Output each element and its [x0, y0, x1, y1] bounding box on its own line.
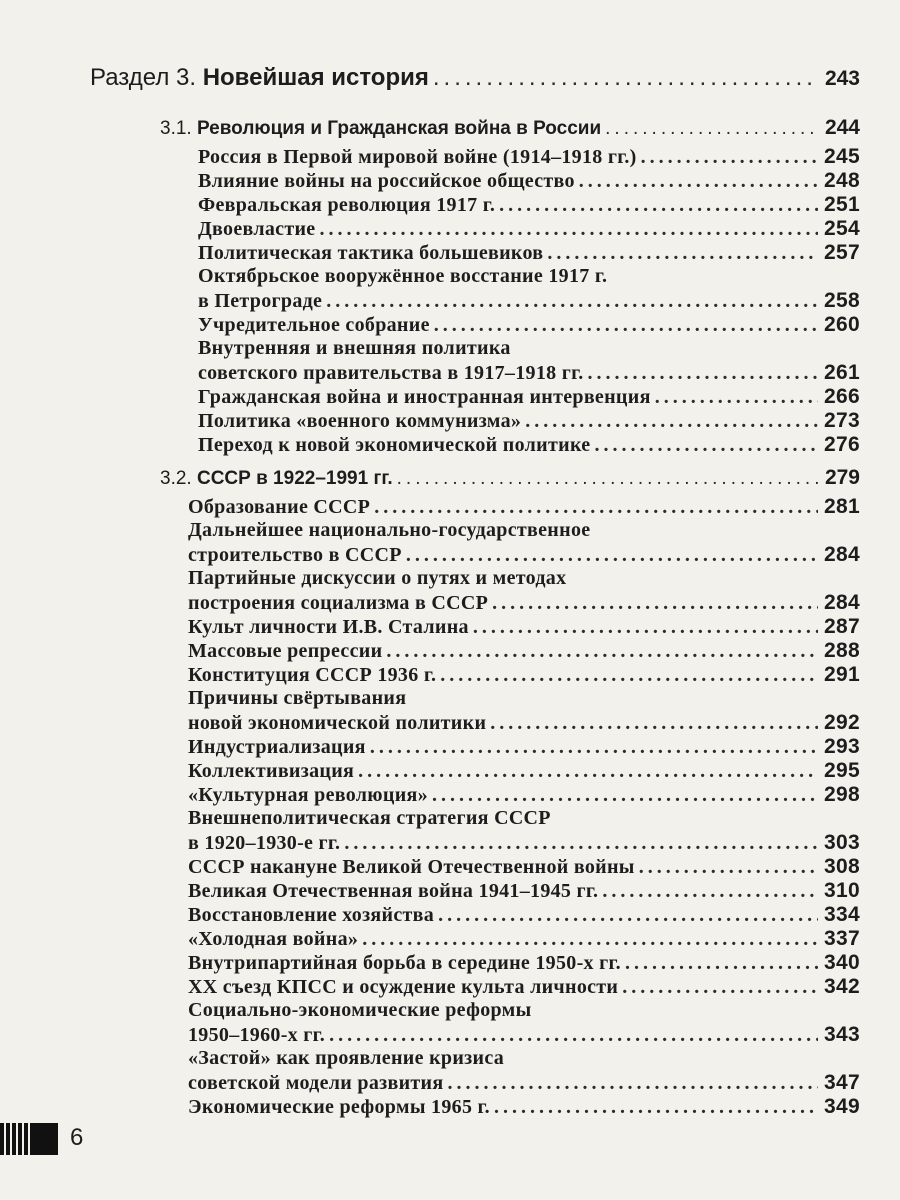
toc-entry-page: 310 — [824, 879, 860, 902]
toc-entry-title: XX съезд КПСС и осуждение культа личности — [188, 976, 619, 998]
toc-entry[interactable] — [198, 145, 860, 169]
leader-dots — [494, 1096, 818, 1119]
toc-entry[interactable] — [188, 663, 860, 687]
leader-dots — [370, 736, 818, 759]
leader-dots — [344, 832, 818, 855]
part-title: Новейшая история — [202, 64, 429, 91]
leader-dots — [492, 592, 818, 615]
leader-dots — [625, 952, 818, 975]
toc-entry[interactable] — [198, 193, 860, 217]
toc-entry-page: 342 — [824, 975, 860, 998]
leader-dots — [499, 194, 818, 217]
chapter-number: 3.1. — [160, 118, 192, 139]
toc-entry[interactable] — [198, 409, 860, 433]
toc-entry-title: Образование СССР — [188, 496, 371, 518]
toc-entry-title: строительство в СССР — [188, 544, 402, 566]
leader-dots — [641, 146, 818, 169]
leader-dots — [326, 290, 818, 313]
toc-entry-page: 291 — [824, 663, 860, 686]
toc-entry-title: Политика «военного коммунизма» — [198, 410, 522, 432]
toc-entry-page: 258 — [824, 289, 860, 312]
toc-entry-title: Россия в Первой мировой войне (1914–1918 гг.) — [198, 146, 637, 168]
toc-entry[interactable] — [198, 361, 860, 385]
toc-entry-page: 257 — [824, 241, 860, 264]
toc-entry[interactable] — [188, 495, 860, 519]
toc-entry-page: 288 — [824, 639, 860, 662]
toc-entry[interactable] — [188, 1071, 860, 1095]
toc-entry-title: Политическая тактика большевиков — [198, 242, 544, 264]
toc-entry-page: 334 — [824, 903, 860, 926]
toc-entry-page: 260 — [824, 313, 860, 336]
chapter-title: СССР в 1922–1991 гг. — [196, 468, 393, 489]
leader-dots — [329, 1024, 818, 1047]
toc-entry-title: Гражданская война и иностранная интервенция — [198, 386, 651, 408]
toc-entry-title: Культ личности И.В. Сталина — [188, 616, 469, 638]
toc-entry-page: 347 — [824, 1071, 860, 1094]
leader-dots — [639, 856, 818, 879]
leader-dots — [386, 640, 818, 663]
chapter-title: Революция и Гражданская война в России — [196, 118, 602, 139]
toc-entry-page: 340 — [824, 951, 860, 974]
leader-dots — [438, 904, 818, 927]
toc-entry[interactable] — [198, 433, 860, 457]
toc-entry-page: 298 — [824, 783, 860, 806]
toc-entry-title: Индустриализация — [188, 736, 366, 758]
toc-entry-title: в 1920–1930-е гг. — [188, 832, 341, 854]
toc-entry-title: «Холодная война» — [188, 928, 359, 950]
toc-entry-page: 251 — [824, 193, 860, 216]
toc-entry-page: 303 — [824, 831, 860, 854]
toc-entry[interactable] — [198, 217, 860, 241]
toc-entry-title: новой экономической политики — [188, 712, 487, 734]
toc-entry-line: Дальнейшее национально-государственное — [188, 519, 591, 541]
leader-dots — [434, 314, 818, 337]
toc-entry-title: Переход к новой экономической политике — [198, 434, 591, 456]
toc-entry-line: Внешнеполитическая стратегия СССР — [188, 807, 551, 829]
toc-entry-page: 343 — [824, 1023, 860, 1046]
toc-entry-title: Конституция СССР 1936 г. — [188, 664, 437, 686]
toc-entry-title: Экономические реформы 1965 г. — [188, 1096, 490, 1118]
leader-dots — [406, 544, 818, 567]
toc-entry-title: Учредительное собрание — [198, 314, 430, 336]
leader-dots — [602, 880, 818, 903]
toc-entry-page: 254 — [824, 217, 860, 240]
toc-entry-page: 276 — [824, 433, 860, 456]
toc-entry[interactable] — [188, 543, 860, 567]
toc-entry[interactable] — [198, 313, 860, 337]
toc-entry[interactable] — [188, 783, 860, 807]
toc-entry[interactable] — [198, 289, 860, 313]
toc-entry-title: Великая Отечественная война 1941–1945 гг. — [188, 880, 599, 902]
leader-dots — [397, 468, 819, 490]
toc-entry-line: Партийные дискуссии о путях и методах — [188, 567, 567, 589]
leader-dots — [588, 362, 819, 385]
toc-entry[interactable] — [188, 735, 860, 759]
toc-entry-title: Двоевластие — [198, 218, 316, 240]
leader-dots — [374, 496, 818, 519]
chapter-heading[interactable] — [160, 116, 860, 140]
toc-entry-title: 1950–1960-х гг. — [188, 1024, 326, 1046]
leader-dots — [473, 616, 818, 639]
toc-entry-title: советского правительства в 1917–1918 гг. — [198, 362, 584, 384]
chapter-page: 279 — [824, 466, 860, 489]
leader-dots — [547, 242, 818, 265]
toc-entry[interactable] — [188, 759, 860, 783]
chapter-page: 244 — [824, 116, 860, 139]
toc-entry-title: в Петрограде — [198, 290, 323, 312]
toc-entry-title: СССР накануне Великой Отечественной войны — [188, 856, 635, 878]
toc-entry-title: построения социализма в СССР — [188, 592, 489, 614]
leader-dots — [579, 170, 818, 193]
leader-dots — [490, 712, 818, 735]
toc-entry[interactable] — [188, 903, 860, 927]
toc-entry-line: «Застой» как проявление кризиса — [188, 1047, 505, 1069]
toc-entry-page: 284 — [824, 591, 860, 614]
toc-entry[interactable] — [188, 615, 860, 639]
leader-dots — [447, 1072, 818, 1095]
toc-entry-title: Восстановление хозяйства — [188, 904, 435, 926]
toc-entry-title: «Культурная революция» — [188, 784, 428, 806]
toc-entry-line: Октябрьское вооружённое восстание 1917 г. — [198, 265, 608, 287]
toc-entry[interactable] — [188, 1023, 860, 1047]
toc-entry-page: 248 — [824, 169, 860, 192]
chapter-number: 3.2. — [160, 468, 192, 489]
leader-dots — [433, 64, 819, 92]
part-label: Раздел 3. — [90, 64, 197, 91]
leader-dots — [432, 784, 818, 807]
toc-entry[interactable] — [188, 1095, 860, 1119]
toc-entry-page: 287 — [824, 615, 860, 638]
leader-dots — [525, 410, 818, 433]
toc-entry-title: Влияние войны на российское общество — [198, 170, 575, 192]
part-page: 243 — [824, 67, 860, 90]
toc-entry[interactable] — [188, 591, 860, 615]
chapter-heading[interactable] — [160, 466, 860, 490]
toc-entry-page: 281 — [824, 495, 860, 518]
toc-entry-page: 284 — [824, 543, 860, 566]
toc-entry[interactable] — [188, 975, 860, 999]
toc-entry-line: Внутренняя и внешняя политика — [198, 337, 511, 359]
toc-entry-page: 266 — [824, 385, 860, 408]
leader-dots — [319, 218, 818, 241]
toc-entry-page: 293 — [824, 735, 860, 758]
toc-entry-page: 337 — [824, 927, 860, 950]
toc-entry[interactable] — [188, 855, 860, 879]
leader-dots — [594, 434, 818, 457]
toc-entry[interactable] — [188, 927, 860, 951]
toc-entry[interactable] — [188, 879, 860, 903]
leader-dots — [655, 386, 818, 409]
page-folio: 6 — [70, 1124, 84, 1151]
toc-entry-title: Внутрипартийная борьба в середине 1950-х гг. — [188, 952, 621, 974]
leader-dots — [358, 760, 818, 783]
toc-entry[interactable] — [198, 385, 860, 409]
toc-entry-title: Коллективизация — [188, 760, 355, 782]
toc-entry-title: Февральская революция 1917 г. — [198, 194, 496, 216]
toc-entry-page: 292 — [824, 711, 860, 734]
leader-dots — [362, 928, 818, 951]
leader-dots — [622, 976, 818, 999]
part-heading[interactable] — [90, 64, 860, 92]
toc-entry-line: Причины свёртывания — [188, 687, 407, 709]
toc-entry-line: Социально-экономические реформы — [188, 999, 532, 1021]
toc-entry-page: 261 — [824, 361, 860, 384]
toc-entry-page: 273 — [824, 409, 860, 432]
toc-entry[interactable] — [188, 951, 860, 975]
toc-entry[interactable] — [198, 241, 860, 265]
leader-dots — [440, 664, 818, 687]
footer-decor-bar — [0, 1123, 58, 1155]
toc-entry[interactable] — [198, 169, 860, 193]
toc-entry[interactable] — [188, 831, 860, 855]
toc-entry[interactable] — [188, 639, 860, 663]
toc-entry-title: Массовые репрессии — [188, 640, 383, 662]
toc-entry-page: 349 — [824, 1095, 860, 1118]
toc-entry-page: 245 — [824, 145, 860, 168]
toc-entry-page: 295 — [824, 759, 860, 782]
leader-dots — [605, 118, 819, 140]
toc-entry-title: советской модели развития — [188, 1072, 444, 1094]
toc-entry-page: 308 — [824, 855, 860, 878]
toc-entry[interactable] — [188, 711, 860, 735]
